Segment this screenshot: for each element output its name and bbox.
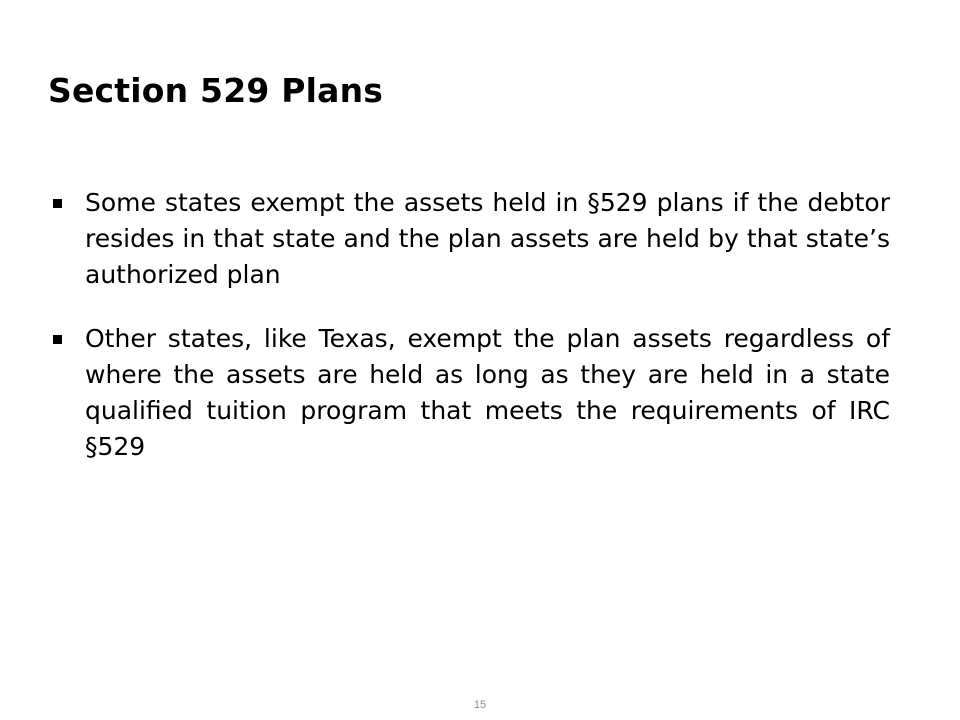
square-bullet-icon — [53, 335, 62, 344]
slide-title: Section 529 Plans — [48, 71, 384, 110]
bullet-text: Other states, like Texas, exempt the plan assets regardless of where the assets are held as long as they are held in a state qualified tuition program that meets the requirements of IRC §529 — [85, 324, 890, 461]
bullet-list — [50, 185, 890, 493]
bullet-item — [50, 321, 890, 465]
bullet-text: Some states exempt the assets held in §529 plans if the debtor resides in that state and the plan assets are held by that state’s authorized plan — [85, 188, 890, 289]
square-bullet-icon — [53, 199, 62, 208]
bullet-item — [50, 185, 890, 293]
page-number: 15 — [473, 699, 487, 711]
